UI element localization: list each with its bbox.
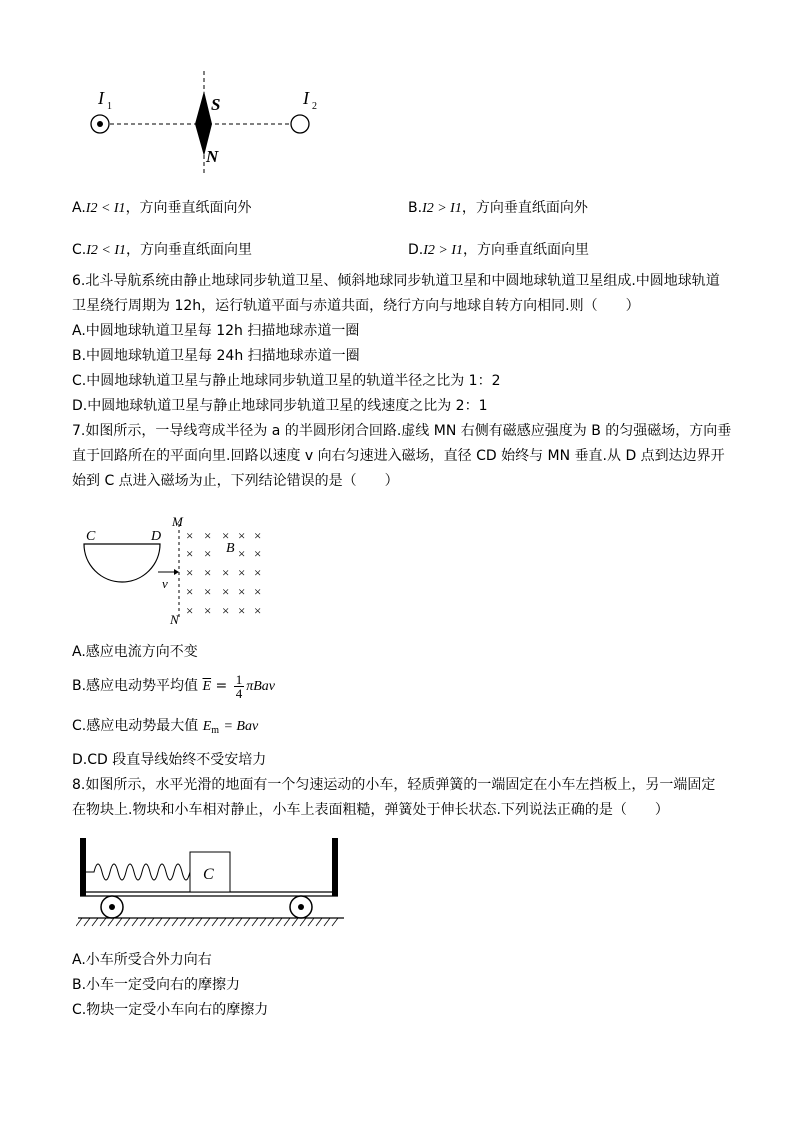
figure-compass-currents [78,66,354,178]
block-label-c: C [203,866,214,883]
q6-stem-line-2: 卫星绕行周期为 12h，运行轨道平面与赤道共面，绕行方向与地球自转方向相同.则（ ） [72,298,640,314]
label-s: S [211,95,221,114]
fig-label-m: M [172,514,183,529]
q8-stem-line-1: 8.如图所示，水平光滑的地面有一个匀速运动的小车，轻质弹簧的一端固定在小车左挡板上，另一端固定 [72,777,716,793]
field-cross: × [186,584,194,599]
field-cross: × [254,565,262,580]
field-cross: × [222,603,230,618]
field-cross: × [254,603,262,618]
q5-option-c: C.I2 < I1，方向垂直纸面向里 [72,242,253,258]
velocity-arrowhead [174,569,179,575]
emf-max-symbol: $E_m$ [202,719,220,736]
field-cross: × [238,584,246,599]
fig-label-b: B [226,541,235,556]
field-cross: × [186,565,194,580]
q6-option-b: B.中圆地球轨道卫星每 24h 扫描地球赤道一圈 [72,348,360,364]
emf-avg-symbol: $\overline{E}$ [202,679,212,694]
q8-option-a: A.小车所受合外力向右 [72,952,212,968]
q7-stem-line-3: 始到 C 点进入磁场为止，下列结论错误的是（ ） [72,473,399,489]
label-n: N [206,147,219,166]
right-wheel-hub [298,904,304,910]
q6-option-a: A.中圆地球轨道卫星每 12h 扫描地球赤道一圈 [72,323,360,339]
q7-stem-line-2: 直于回路所在的平面向里.回路以速度 v 向右匀速进入磁场，直径 CD 始终与 MN 垂直.从 D 点到达边界开 [72,448,725,464]
field-cross: × [254,584,262,599]
fig-label-n: N [170,612,179,626]
field-cross: × [222,528,230,543]
field-cross: × [204,546,212,561]
q6-stem-line-1: 6.北斗导航系统由静止地球同步轨道卫星、倾斜地球同步轨道卫星和中圆地球轨道卫星组成.中圆地球轨道 [72,273,720,289]
field-cross: × [204,584,212,599]
figure-cart-spring [76,834,348,944]
label-i2: I [303,88,309,108]
field-cross: × [222,565,230,580]
q5-option-d: D.I2 > I1，方向垂直纸面向里 [408,242,590,258]
q5-option-b: B.I2 > I1，方向垂直纸面向外 [408,200,588,216]
q8-stem-line-2: 在物块上.物块和小车相对静止，小车上表面粗糙，弹簧处于伸长状态.下列说法正确的是（ ） [72,802,669,818]
cart-right-wall [332,838,338,896]
q7-stem-line-1: 7.如图所示，一导线弯成半径为 a 的半圆形闭合回路.虚线 MN 右侧有磁感应强度为 B 的匀强磁场，方向垂 [72,423,732,439]
fig-label-v: v [162,576,168,591]
fig-label-d: D [151,529,162,544]
field-cross: × [204,603,212,618]
label-i2-sub: 2 [312,101,317,112]
q6-option-d: D.中圆地球轨道卫星与静止地球同步轨道卫星的线速度之比为 2：1 [72,398,488,414]
spring [86,864,190,880]
field-cross: × [222,584,230,599]
semicircle-loop [84,544,160,582]
q7-option-c: C.感应电动势最大值 $E_m$ = Bav [72,718,259,736]
q7-option-a: A.感应电流方向不变 [72,644,198,660]
fig-label-c: C [86,529,96,544]
figure-semicircle-field [78,514,278,626]
q7-option-b: B.感应电动势平均值 $\overline{E}$ = $\frac{1}{4}$ πBav [72,671,275,701]
field-cross: × [254,546,262,561]
field-cross: × [186,603,194,618]
label-i1: I [98,88,104,108]
field-cross: × [186,546,194,561]
fraction-one-quarter: $\frac{1}{4}$ [235,671,243,701]
current-i2-circle [291,115,309,133]
label-i1-sub: 1 [107,101,112,112]
left-wheel-hub [109,904,115,910]
field-crosses [186,528,261,618]
q8-option-c: C.物块一定受小车向右的摩擦力 [72,1002,269,1018]
q5-option-a: A.I2 < I1，方向垂直纸面向外 [72,200,252,216]
cart-left-wall [80,838,86,896]
field-cross: × [238,528,246,543]
q6-option-c: C.中圆地球轨道卫星与静止地球同步轨道卫星的轨道半径之比为 1：2 [72,373,501,389]
field-cross: × [238,546,246,561]
field-cross: × [186,528,194,543]
field-cross: × [238,565,246,580]
q7-option-d: D.CD 段直导线始终不受安培力 [72,752,267,768]
ground-hatching [76,918,338,926]
field-cross: × [204,565,212,580]
field-cross: × [254,528,262,543]
q8-option-b: B.小车一定受向右的摩擦力 [72,977,241,993]
field-cross: × [204,528,212,543]
current-i1-dot [97,121,103,127]
field-cross: × [238,603,246,618]
